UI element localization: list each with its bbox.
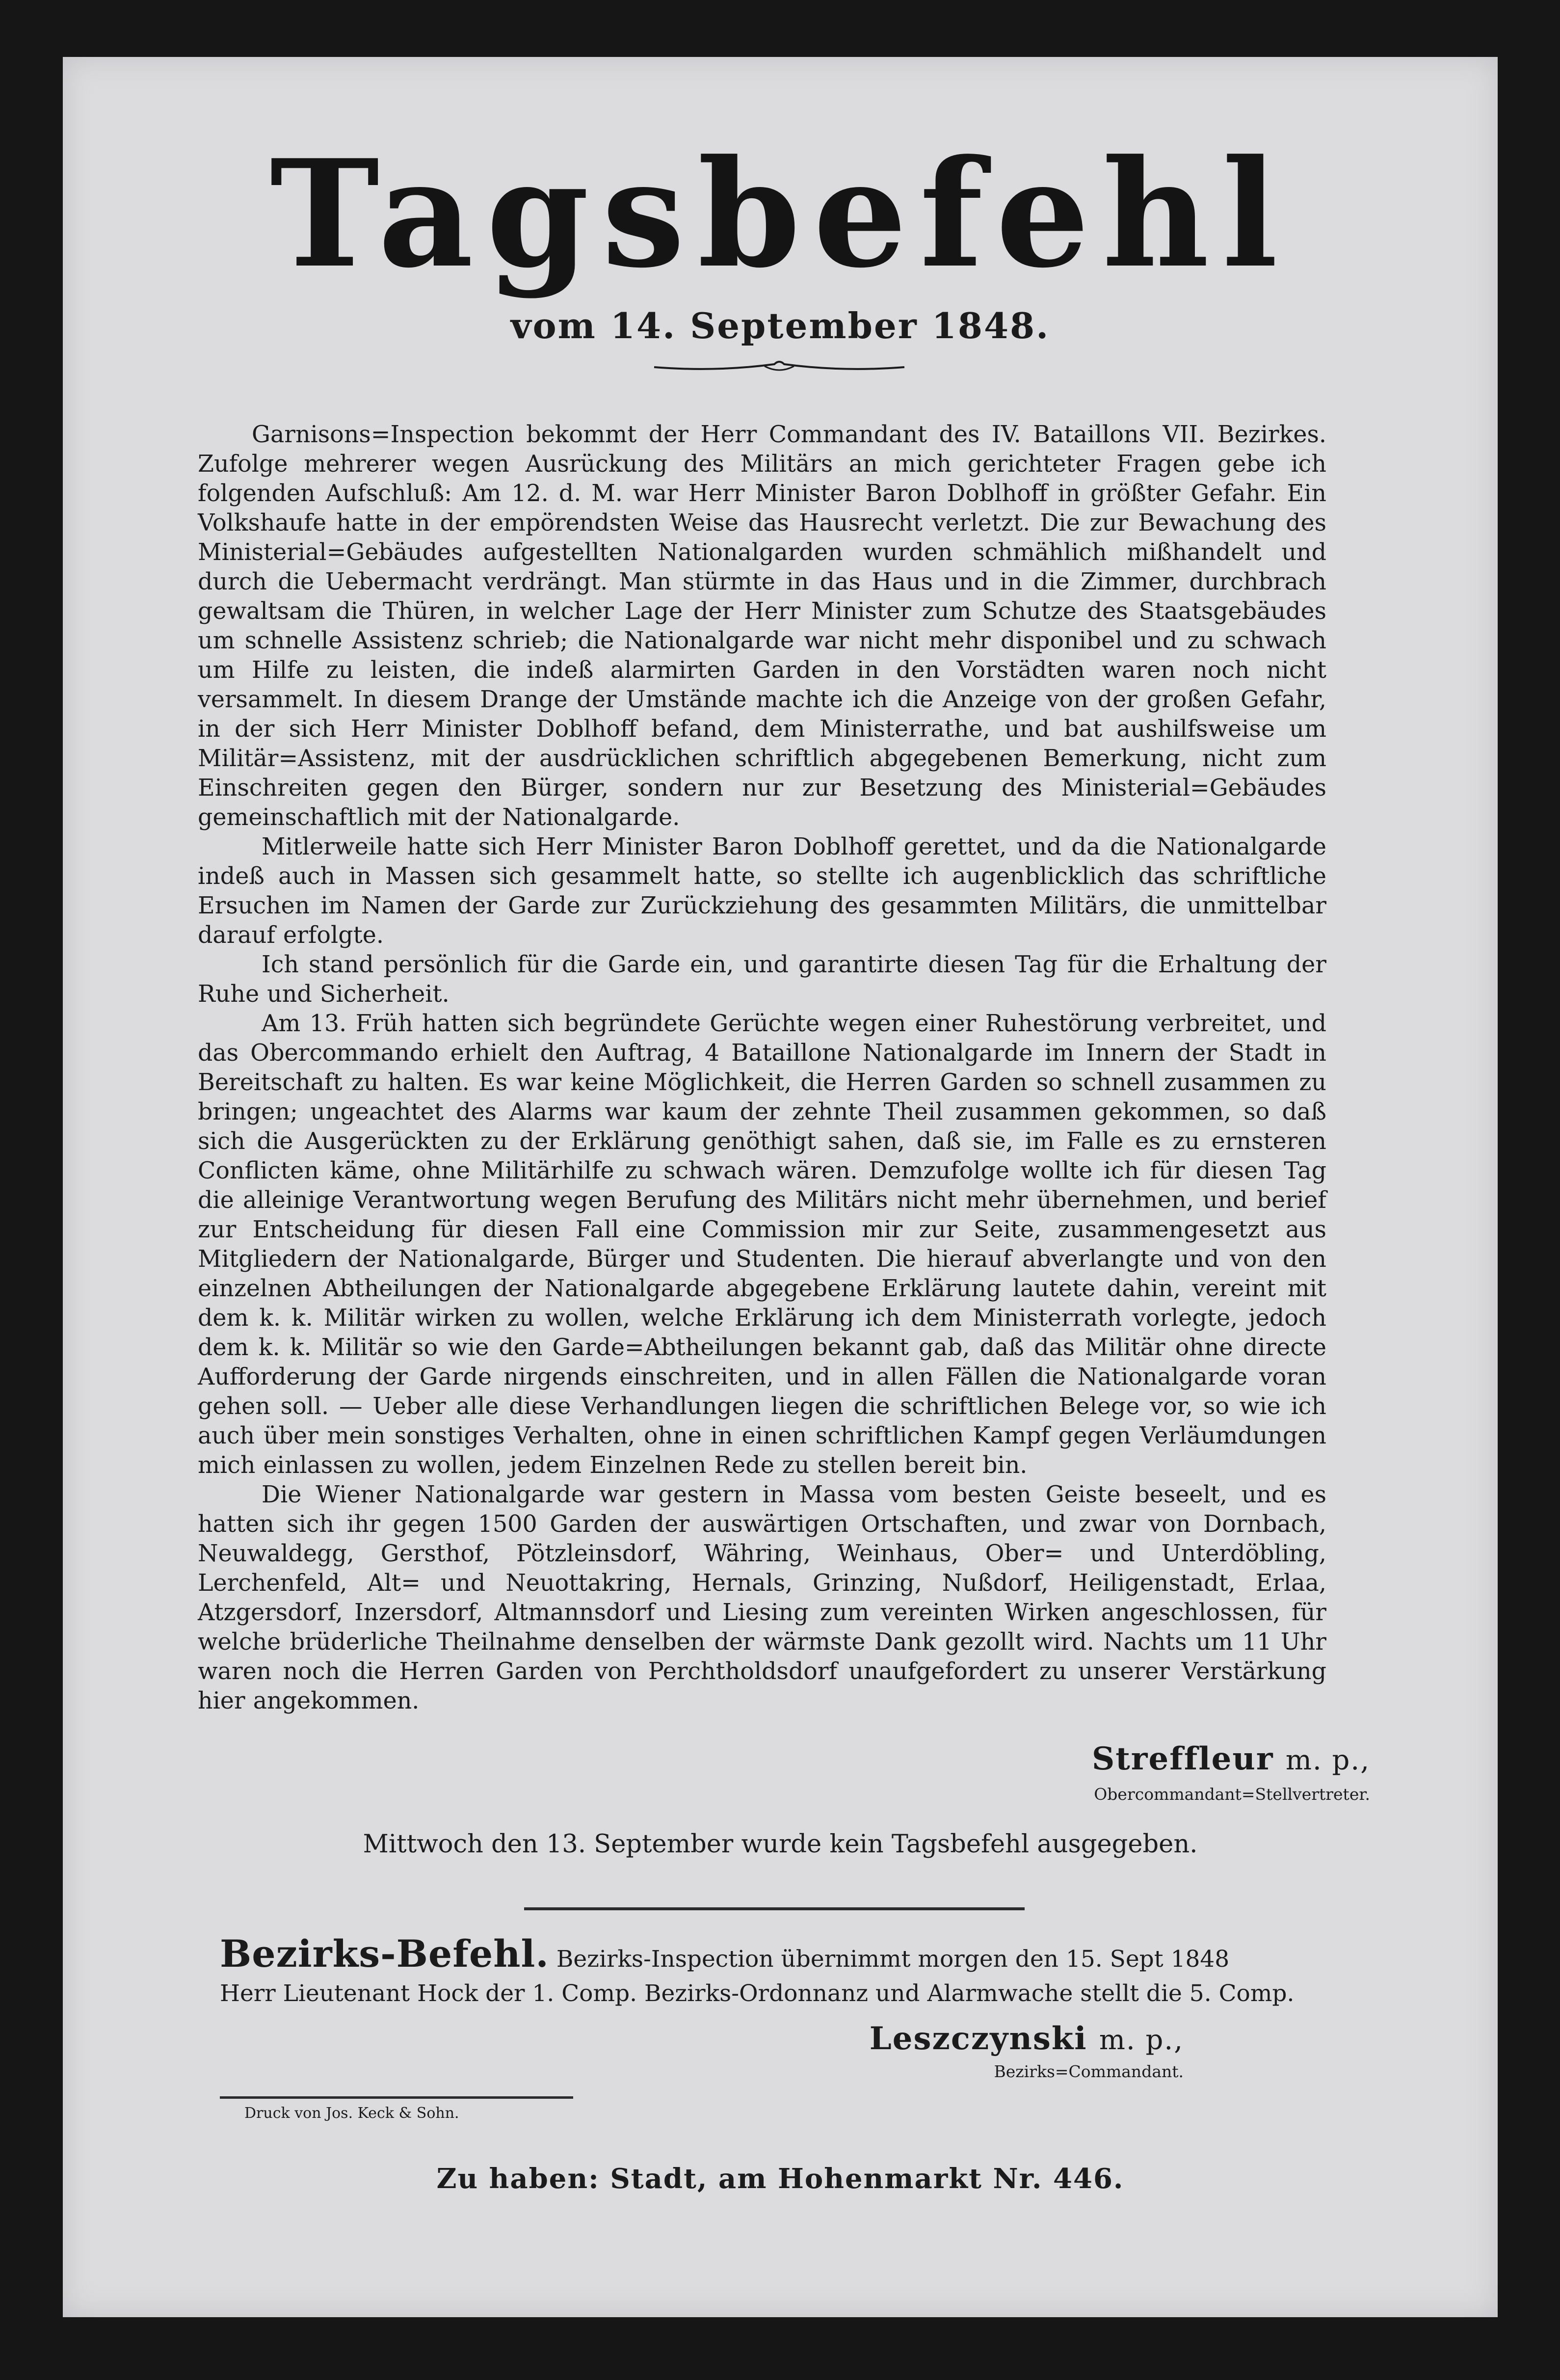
divider [524,1907,1025,1910]
district-order-text: Herr Lieutenant Hock der 1. Comp. Bezirks-Ordonnanz und Alarmwache stellt die 5. Comp. [220,1980,1295,2007]
signature-role: Obercommandant=Stellvertreter. [1094,1785,1370,1804]
district-order-heading: Bezirks-Befehl. [220,1932,549,1976]
district-order [220,1932,1339,2011]
printer-rule [220,2096,573,2099]
sales-notice: Zu haben: Stadt, am Hohenmarkt Nr. 446. [436,2163,1124,2195]
paragraph: Garnisons=Inspection bekommt der Herr Commandant des IV. Bataillons VII. Bezirkes. Zufolge mehrerer wegen Ausrückung des Militärs an mich gerichteter Fragen gebe ich folgenden Aufschluß: Am 12. d. M. war Herr Minister Baron Doblhoff in größter Gefahr. Ein Volkshaufe hatte in der empörendsten Weise das Hausrecht verletzt. Die zur Bewachung des Ministerial=Gebäudes aufgestellten Nationalgarden wurden schmählich mißhandelt und durch die Uebermacht verdrängt. Man stürmte in das Haus und in die Zimmer, durchbrach gewaltsam die Thüren, in welcher Lage der Herr Minister zum Schutze des Staatsgebäudes um schnelle Assistenz schrieb; die Nationalgarde war nicht mehr disponibel und zu schwach um Hilfe zu leisten, die indeß alarmirten Garden in den Vorstädten waren noch nicht versammelt. In diesem Drange der Umstände machte ich die Anzeige von der großen Gefahr, in der sich Herr Minister Doblhoff befand, dem Ministerrathe, und bat aushilfsweise um Militär=Assistenz, mit der ausdrücklichen schriftlich abgegebenen Bemerkung, nicht zum Einschreiten gegen den Bürger, sondern nur zur Besetzung des Ministerial=Gebäudes gemeinschaftlich mit der Nationalgarde. [198,421,1326,831]
signature-district-commandant [870,2020,1184,2057]
printer-imprint: Druck von Jos. Keck & Sohn. [244,2105,459,2122]
paragraph: Am 13. Früh hatten sich begründete Gerüchte wegen einer Ruhestörung verbreitet, und das Obercommando erhielt den Auftrag, 4 Bataillone Nationalgarde im Innern der Stadt in Bereitschaft zu halten. Es war keine Möglichkeit, die Herren Garden so schnell zusammen zu bringen; ungeachtet des Alarms war kaum der zehnte Theil zusammen gekommen, so daß sich die Ausgerückten zu der Erklärung genöthigt sahen, daß sie, im Falle es zu ernsteren Conflicten käme, ohne Militärhilfe zu schwach wären. Demzufolge wollte ich für diesen Tag die alleinige Verantwortung wegen Berufung des Militärs nicht mehr übernehmen, und berief zur Entscheidung für diesen Fall eine Commission mir zur Seite, zusammengesetzt aus Mitgliedern der Nationalgarde, Bürger und Studenten. Die hierauf abverlangte und von den einzelnen Abtheilungen der Nationalgarde abgegebene Erklärung lautete dahin, vereint mit dem k. k. Militär wirken zu wollen, welche Erklärung ich dem Ministerrath vorlegte, jedoch dem k. k. Militär so wie den Garde=Abtheilungen bekannt gab, daß das Militär ohne directe Aufforderung der Garde nirgends einschreiten, und in allen Fällen die Nationalgarde voran gehen soll. — Ueber alle diese Verhandlungen liegen die schriftlichen Belege vor, so wie ich auch über mein sonstiges Verhalten, ohne in einen schriftlichen Kampf gegen Verläumdungen mich einlassen zu wollen, jedem Einzelnen Rede zu stellen bereit bin. [198,1010,1326,1479]
paragraph: Ich stand persönlich für die Garde ein, und garantirte diesen Tag für die Erhaltung der Ruhe und Sicherheit. [198,951,1326,1008]
signature-role: Bezirks=Commandant. [994,2062,1184,2081]
document-title: Tagsbefehl [269,127,1291,300]
note-line: Mittwoch den 13. September wurde kein Tagsbefehl ausgegeben. [363,1830,1198,1859]
signature-suffix: m. p., [1099,2024,1184,2056]
signature-commandant [1092,1740,1370,1777]
document-page [63,57,1498,2317]
ornamental-rule [652,357,907,375]
district-order-text: Bezirks-Inspection übernimmt morgen den 15. Sept 1848 [556,1946,1230,1973]
order-body [198,420,1326,1716]
paragraph: Mitlerweile hatte sich Herr Minister Baron Doblhoff gerettet, und da die Nationalgarde indeß auch in Massen sich gesammelt hatte, so stellte ich augenblicklich das schriftliche Ersuchen im Namen der Garde zur Zurückziehung des gesammten Militärs, die unmittelbar darauf erfolgte. [198,833,1326,949]
signature-name: Leszczynski [869,2020,1087,2057]
signature-name: Streffleur [1092,1740,1274,1777]
document-date: vom 14. September 1848. [510,305,1050,347]
signature-suffix: m. p., [1285,1744,1370,1776]
paragraph: Die Wiener Nationalgarde war gestern in Massa vom besten Geiste beseelt, und es hatten sich ihr gegen 1500 Garden der auswärtigen Ortschaften, und zwar von Dornbach, Neuwaldegg, Gersthof, Pötzleinsdorf, Währing, Weinhaus, Ober= und Unterdöbling, Lerchenfeld, Alt= und Neuottakring, Hernals, Grinzing, Nußdorf, Heiligenstadt, Erlaa, Atzgersdorf, Inzersdorf, Altmannsdorf und Liesing zum vereinten Wirken angeschlossen, für welche brüderliche Theilnahme denselben der wärmste Dank gezollt wird. Nachts um 11 Uhr waren noch die Herren Garden von Perchtholdsdorf unaufgefordert zu unserer Verstärkung hier angekommen. [198,1481,1326,1714]
